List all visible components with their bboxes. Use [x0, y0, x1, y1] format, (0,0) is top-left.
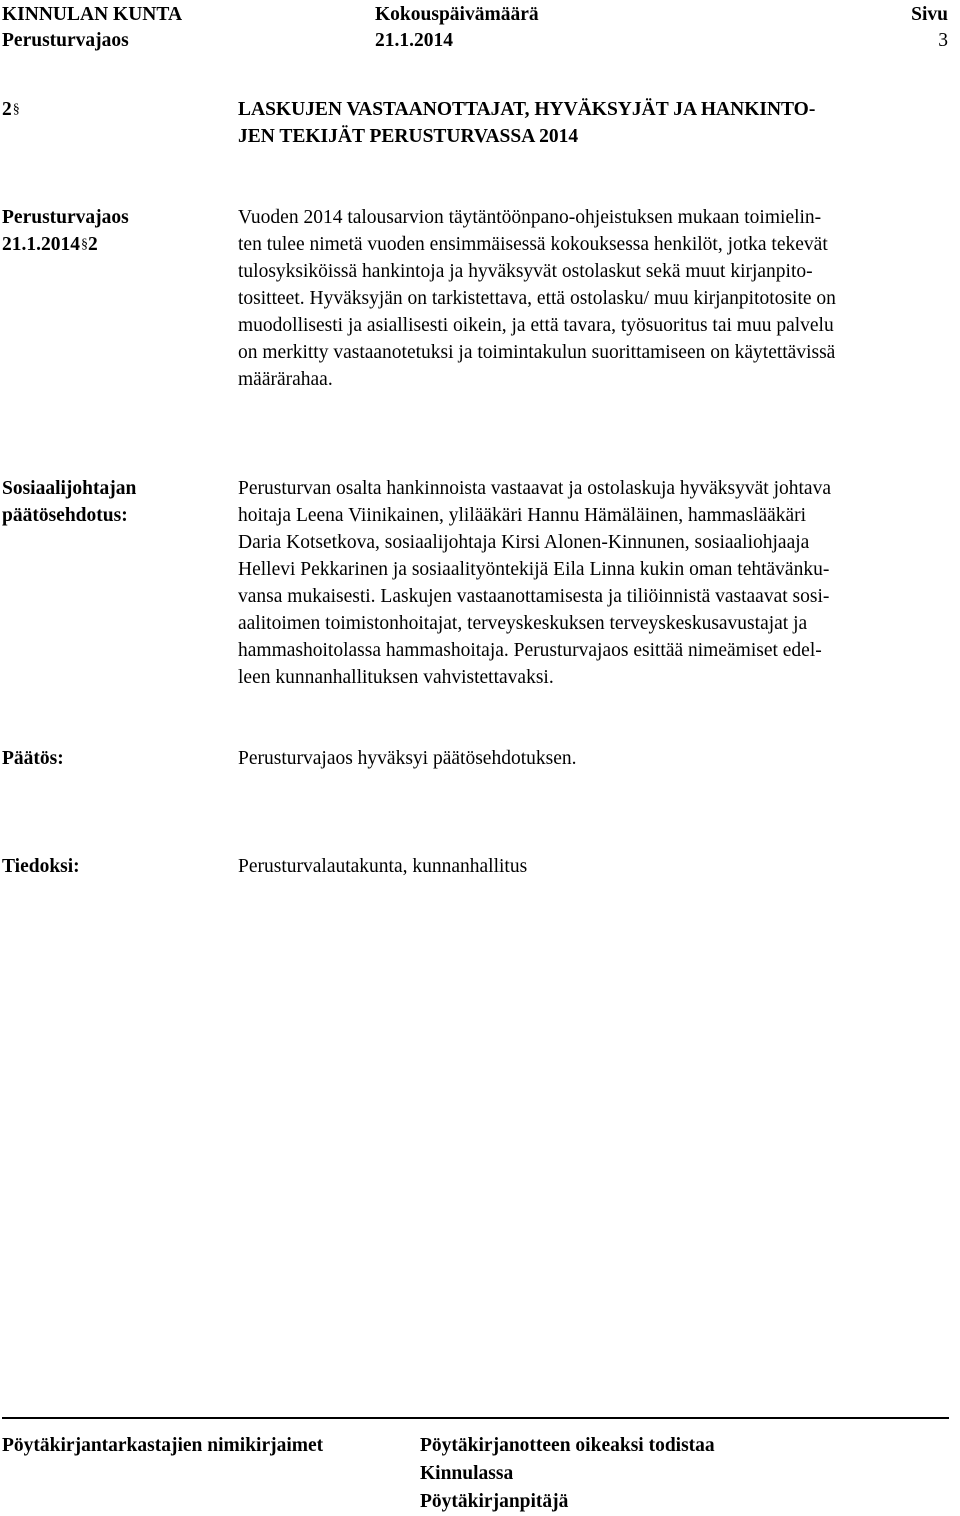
section-number: [2, 96, 20, 123]
text-line: Perusturvan osalta hankinnoista vastaavat ja ostolaskuja hyväksyvät johtava: [238, 478, 831, 499]
reference-date: 21.1.2014: [2, 234, 80, 255]
text-line: leen kunnanhallituksen vahvistettavaksi.: [238, 667, 554, 688]
reference-organ: Perusturvajaos: [2, 207, 129, 228]
organization-name: KINNULAN KUNTA: [2, 4, 183, 25]
footer-secretary: Pöytäkirjanpitäjä: [420, 1491, 569, 1512]
text-line: tositteet. Hyväksyjän on tarkistettava, että ostolasku/ muu kirjanpitotosite on: [238, 288, 836, 309]
proposal-label-line: Sosiaalijohtajan: [2, 478, 137, 499]
page-header-left: [2, 2, 182, 54]
footer-certification-line: Pöytäkirjanotteen oikeaksi todistaa: [420, 1435, 715, 1456]
footer-certification: [420, 1432, 715, 1516]
reference-text: [238, 204, 958, 393]
section-number-value: 2: [2, 99, 12, 120]
info-label: Tiedoksi:: [2, 856, 80, 877]
proposal-text: [238, 475, 958, 691]
text-line: aalitoimen toimistonhoitajat, terveyskeskuksen terveyskeskusavustajat ja: [238, 613, 808, 634]
text-line: hammashoitolassa hammashoitaja. Perusturvajaos esittää nimeämiset edel-: [238, 640, 822, 661]
text-line: Hellevi Pekkarinen ja sosiaalityöntekijä Eila Linna kukin oman tehtävänku-: [238, 559, 830, 580]
section-symbol: §: [81, 237, 88, 252]
page-header-center: [375, 2, 539, 54]
text-line: muodollisesti ja asiallisesti oikein, ja että tavara, työsuoritus tai muu palvelu: [238, 315, 834, 336]
text-line: Vuoden 2014 talousarvion täytäntöönpano-ohjeistuksen mukaan toimielin-: [238, 207, 822, 228]
text-line: hoitaja Leena Viinikainen, ylilääkäri Hannu Hämäläinen, hammaslääkäri: [238, 505, 807, 526]
reference-label: [2, 204, 227, 258]
meeting-date: 21.1.2014: [375, 30, 453, 51]
text-line: vansa mukaisesti. Laskujen vastaanottamisesta ja tiliöinnistä vastaavat sosi-: [238, 586, 830, 607]
text-line: on merkitty vastaanotetuksi ja toimintakulun suorittamiseen on käytettävissä: [238, 342, 836, 363]
meeting-date-label: Kokouspäivämäärä: [375, 4, 539, 25]
text-line: määrärahaa.: [238, 369, 333, 390]
reference-paragraph: 2: [88, 234, 98, 255]
reference-date-para: [2, 231, 227, 258]
text-line: tulosyksiköissä hankintoja ja hyväksyvät ostolaskut sekä muut kirjanpito-: [238, 261, 813, 282]
decision-text: Perusturvajaos hyväksyi päätösehdotuksen.: [238, 748, 577, 769]
section-symbol: §: [12, 102, 20, 117]
decision-label: Päätös:: [2, 748, 64, 769]
section-title: [238, 96, 953, 150]
proposal-label: [2, 475, 227, 529]
section-title-line: LASKUJEN VASTAANOTTAJAT, HYVÄKSYJÄT JA HANKINTO-: [238, 99, 816, 120]
footer-initials-label: Pöytäkirjantarkastajien nimikirjaimet: [2, 1435, 324, 1456]
organ-name: Perusturvajaos: [2, 30, 129, 51]
section-title-line: JEN TEKIJÄT PERUSTURVASSA 2014: [238, 126, 579, 147]
proposal-label-line: päätösehdotus:: [2, 505, 128, 526]
page-number: 3: [938, 30, 948, 51]
page-header-right: [874, 2, 948, 54]
info-text: Perusturvalautakunta, kunnanhallitus: [238, 856, 528, 877]
text-line: ten tulee nimetä vuoden ensimmäisessä kokouksessa henkilöt, jotka tekevät: [238, 234, 828, 255]
footer-place: Kinnulassa: [420, 1463, 514, 1484]
page-label: Sivu: [911, 4, 948, 25]
text-line: Daria Kotsetkova, sosiaalijohtaja Kirsi Alonen-Kinnunen, sosiaaliohjaaja: [238, 532, 810, 553]
footer-divider: [2, 1417, 949, 1419]
